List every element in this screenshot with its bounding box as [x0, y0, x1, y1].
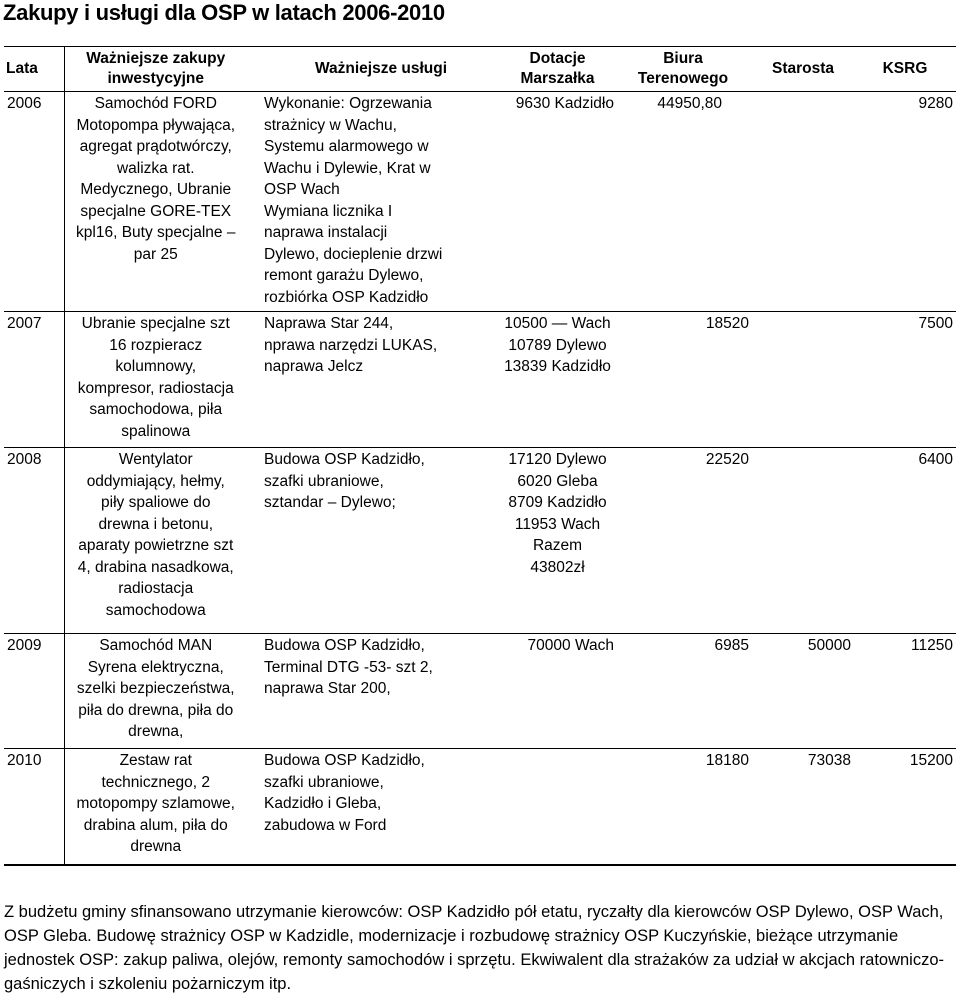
table-row	[4, 312, 956, 448]
cell-zakupy: Samochód FORD Motopompa pływająca, agregat prądotwórczy, walizka rat. Medycznego, Ubranie specjalne GORE-TEX kpl16, Buty specjalne – par 25	[64, 92, 247, 312]
cell-starosta	[752, 448, 854, 634]
cell-dotacje: 9630 Kadzidło	[515, 95, 614, 112]
cell-uslugi: Budowa OSP Kadzidło, Terminal DTG -53- szt 2, naprawa Star 200,	[264, 637, 433, 697]
cell-year: 2010	[7, 752, 42, 769]
cell-year: 2009	[7, 637, 42, 654]
cell-zakupy: Samochód MAN Syrena elektryczna, szelki bezpieczeństwa, piła do drewna, piła do drewna,	[64, 634, 247, 749]
cell-biura: 6985	[714, 637, 749, 654]
cell-dotacje: 10500 — Wach 10789 Dylewo 13839 Kadzidło	[504, 315, 611, 375]
cell-ksrg: 7500	[918, 315, 953, 332]
col-header-dotacje: Dotacje Marszałka	[501, 47, 614, 92]
cell-biura: 18180	[705, 752, 749, 769]
table-row	[4, 634, 956, 749]
osp-table	[4, 46, 956, 866]
cell-starosta	[752, 312, 854, 448]
col-header-spacer	[247, 47, 261, 92]
cell-uslugi: Budowa OSP Kadzidło, szafki ubraniowe, sztandar – Dylewo;	[264, 451, 425, 511]
cell-zakupy: Ubranie specjalne szt 16 rozpieracz kolumnowy, kompresor, radiostacja samochodowa, piła spalinowa	[64, 312, 247, 448]
col-header-starosta: Starosta	[752, 47, 854, 92]
cell-zakupy: Wentylator oddymiający, hełmy, piły spaliowe do drewna i betonu, aparaty powietrzne szt 4, drabina nasadkowa, radiostacja samochodowa	[64, 448, 247, 634]
cell-starosta: 73038	[807, 752, 851, 769]
table-row	[4, 749, 956, 865]
table-row	[4, 448, 956, 634]
cell-biura: 18520	[705, 315, 749, 332]
cell-biura: 44950,80	[657, 95, 722, 112]
cell-uslugi: Wykonanie: Ogrzewania strażnicy w Wachu, Systemu alarmowego w Wachu i Dylewie, Krat w OSP Wach Wymiana licznika I naprawa instalacji Dylewo, docieplenie drzwi remont garażu Dylewo, rozbiórka OSP Kadzidło	[264, 95, 443, 306]
cell-dotacje: 70000 Wach	[527, 637, 614, 654]
cell-dotacje	[501, 749, 614, 865]
page-title: Zakupy i usługi dla OSP w latach 2006-2010	[3, 0, 445, 25]
cell-year: 2007	[7, 315, 42, 332]
table-row	[4, 92, 956, 312]
cell-zakupy: Zestaw rat technicznego, 2 motopompy szlamowe, drabina alum, piła do drewna	[64, 749, 247, 865]
cell-starosta	[752, 92, 854, 312]
col-header-biura: Biura Terenowego	[614, 47, 752, 92]
cell-starosta: 50000	[807, 637, 851, 654]
col-header-zakupy: Ważniejsze zakupy inwestycyjne	[64, 47, 247, 92]
cell-uslugi: Budowa OSP Kadzidło, szafki ubraniowe, Kadzidło i Gleba, zabudowa w Ford	[264, 752, 425, 834]
cell-biura: 22520	[705, 451, 749, 468]
cell-ksrg: 6400	[918, 451, 953, 468]
cell-dotacje: 17120 Dylewo 6020 Gleba 8709 Kadzidło 11953 Wach Razem 43802zł	[508, 451, 607, 576]
cell-year: 2006	[7, 95, 42, 112]
col-header-ksrg: KSRG	[854, 47, 956, 92]
cell-year: 2008	[7, 451, 42, 468]
cell-ksrg: 11250	[911, 637, 953, 654]
header-row	[4, 47, 956, 92]
cell-ksrg: 15200	[909, 752, 953, 769]
col-header-uslugi: Ważniejsze usługi	[261, 47, 501, 92]
cell-ksrg: 9280	[918, 95, 953, 112]
col-header-lata: Lata	[4, 47, 64, 92]
footer-note: Z budżetu gminy sfinansowano utrzymanie kierowców: OSP Kadzidło pół etatu, ryczałty dla kierowców OSP Dylewo, OSP Wach, OSP Gleba. Budowę strażnicy OSP w Kadzidle, modernizacje i rozbudowę strażnicy OSP Kuczyńskie, bieżące utrzymanie jednostek OSP: zakup paliwa, olejów, remonty samochodów i sprzętu. Ekwiwalent dla strażaków za udział w akcjach ratowniczo- gaśniczych i szkoleniu pożarniczym itp.	[4, 903, 945, 993]
cell-uslugi: Naprawa Star 244, nprawa narzędzi LUKAS, naprawa Jelcz	[264, 315, 438, 375]
